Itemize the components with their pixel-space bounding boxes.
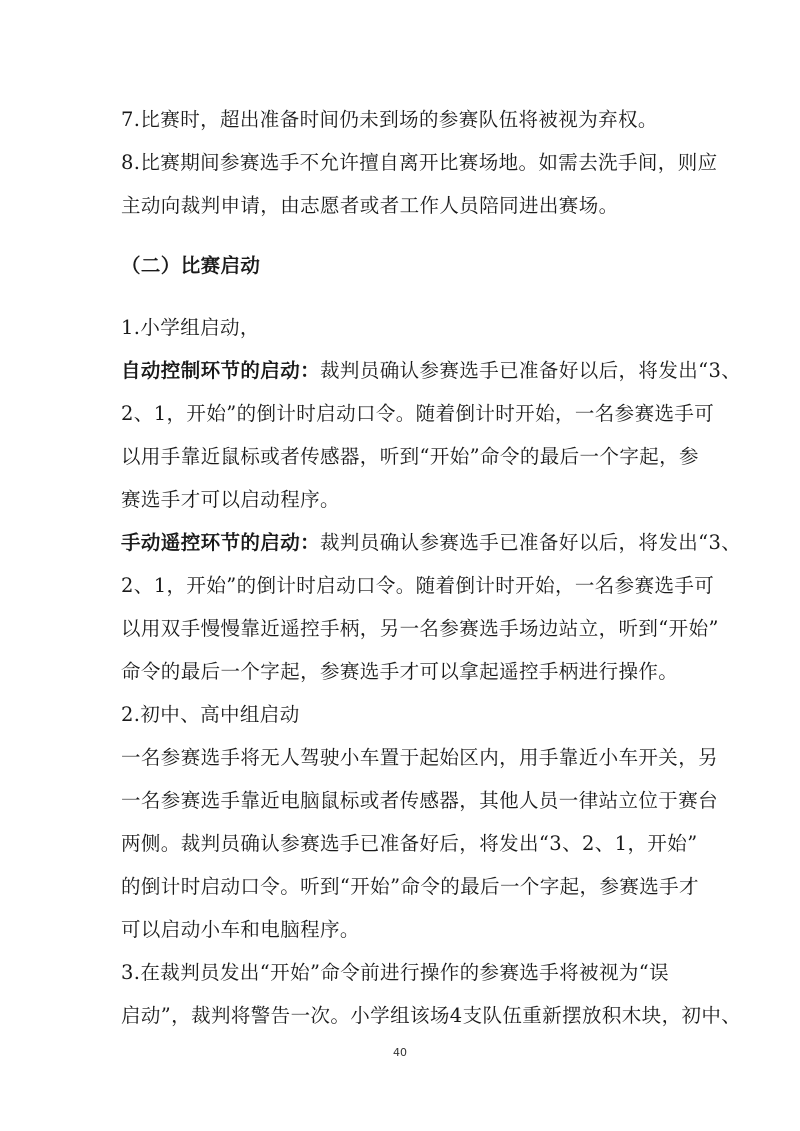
manual-control-text: 裁判员确认参赛选手已准备好以后，将发出“3、 <box>320 531 742 554</box>
secondary-line-2: 一名参赛选手靠近电脑鼠标或者传感器，其他人员一律站立位于赛台 <box>121 789 719 812</box>
auto-control-text: 裁判员确认参赛选手已准备好以后，将发出“3、 <box>320 359 742 382</box>
auto-control-paragraph <box>121 359 742 383</box>
secondary-line-3: 两侧。裁判员确认参赛选手已准备好后，将发出“3、2、1，开始” <box>121 832 698 855</box>
manual-control-label: 手动遥控环节的启动： <box>121 531 321 554</box>
rule-item-3-cont: 启动”，裁判将警告一次。小学组该场4支队伍重新摆放积木块，初中、 <box>121 1004 742 1027</box>
rule-item-7: 7.比赛时，超出准备时间仍未到场的参赛队伍将被视为弃权。 <box>121 108 658 131</box>
manual-control-paragraph <box>121 531 742 555</box>
rule-item-8: 8.比赛期间参赛选手不允许擅自离开比赛场地。如需去洗手间，则应 <box>121 151 718 174</box>
manual-control-line-2: 2、1，开始”的倒计时启动口令。随着倒计时开始，一名参赛选手可 <box>121 574 715 597</box>
rule-item-8-cont: 主动向裁判申请，由志愿者或者工作人员陪同进出赛场。 <box>121 194 619 217</box>
secondary-line-4: 的倒计时启动口令。听到“开始”命令的最后一个字起，参赛选手才 <box>121 875 699 898</box>
manual-control-line-4: 命令的最后一个字起，参赛选手才可以拿起遥控手柄进行操作。 <box>121 660 679 683</box>
subsection-primary: 1.小学组启动， <box>121 316 260 339</box>
secondary-line-1: 一名参赛选手将无人驾驶小车置于起始区内，用手靠近小车开关，另 <box>121 746 719 769</box>
auto-control-line-3: 以用手靠近鼠标或者传感器，听到“开始”命令的最后一个字起，参 <box>121 445 699 468</box>
section-heading: （二）比赛启动 <box>121 254 261 277</box>
manual-control-line-3: 以用双手慢慢靠近遥控手柄，另一名参赛选手场边站立，听到“开始” <box>121 617 719 640</box>
auto-control-label: 自动控制环节的启动： <box>121 359 321 382</box>
auto-control-line-2: 2、1，开始”的倒计时启动口令。随着倒计时开始，一名参赛选手可 <box>121 402 715 425</box>
subsection-secondary: 2.初中、高中组启动 <box>121 703 300 726</box>
rule-item-3: 3.在裁判员发出“开始”命令前进行操作的参赛选手将被视为“误 <box>121 961 670 984</box>
secondary-line-5: 可以启动小车和电脑程序。 <box>121 918 360 941</box>
auto-control-line-4: 赛选手才可以启动程序。 <box>121 488 340 511</box>
page-number: 40 <box>393 1046 407 1059</box>
